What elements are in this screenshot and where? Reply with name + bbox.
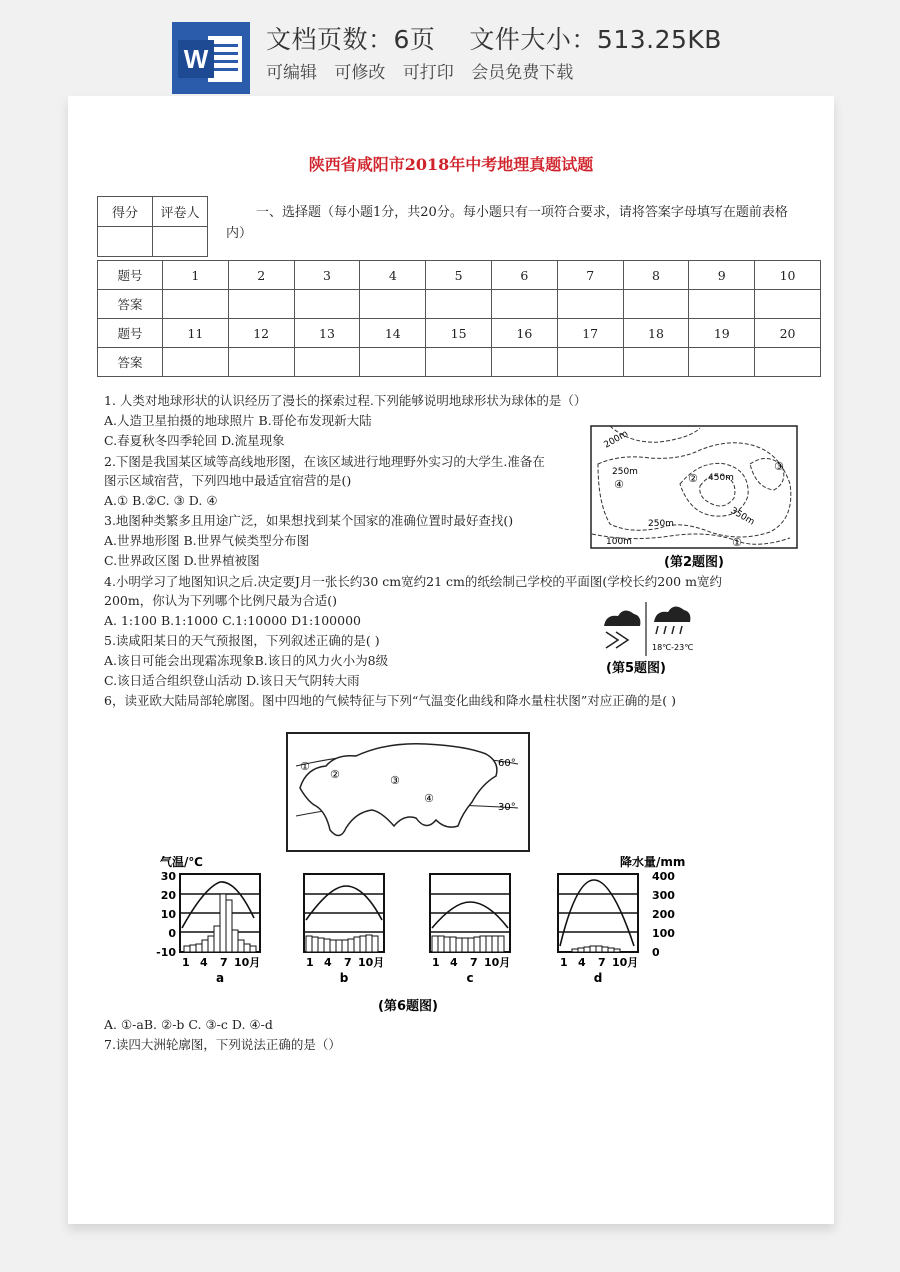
panel-label-b: b xyxy=(339,971,349,985)
question-no-label: 题号 xyxy=(98,319,163,348)
temp-tick: 0 xyxy=(168,927,176,940)
contour-label: 350m xyxy=(728,505,756,528)
question-no: 19 xyxy=(689,319,755,348)
answer-label: 答案 xyxy=(98,348,163,377)
section-heading: 一、选择题（每小题1分，共20分。每小题只有一项符合要求，请将答案字母填写在题前表格内） xyxy=(226,205,788,241)
month-tick: 7 xyxy=(220,956,228,969)
month-tick: 10月 xyxy=(234,956,261,969)
climate-panel-c xyxy=(430,874,510,952)
fig2-caption: (第2题图) xyxy=(664,555,724,570)
contour-map-figure xyxy=(590,424,800,574)
month-tick: 7 xyxy=(470,956,478,969)
answer-cell[interactable] xyxy=(426,348,492,377)
answer-cell[interactable] xyxy=(755,348,821,377)
file-size: 文件大小：513.25KB xyxy=(469,25,722,54)
answer-table-row xyxy=(98,348,821,377)
q1-options-ab: A.人造卫星拍摄的地球照片 B.哥伦布发现新大陆 xyxy=(104,413,372,428)
contour-label: 250m xyxy=(648,519,674,529)
temp-tick: 20 xyxy=(160,889,176,902)
temp-tick: 30 xyxy=(160,870,176,883)
question-no: 17 xyxy=(557,319,623,348)
precip-tick: 400 xyxy=(652,870,675,883)
heavy-rain-icon xyxy=(654,606,690,634)
answer-cell[interactable] xyxy=(294,290,360,319)
precip-tick: 100 xyxy=(652,927,675,940)
question-no: 3 xyxy=(294,261,360,290)
question-no: 11 xyxy=(163,319,229,348)
site-marker-3: ③ xyxy=(774,460,784,473)
q4-options: A. 1:100 B.1:1000 C.1:10000 D1:100000 xyxy=(104,613,361,628)
feature-printable: 可打印 xyxy=(402,63,454,83)
answer-cell[interactable] xyxy=(294,348,360,377)
panel-labels xyxy=(216,971,602,985)
q5-options-ab: A.该日可能会出现霜冻现象B.该日的风力火小为8级 xyxy=(104,653,389,668)
climate-panel-a xyxy=(180,874,260,952)
question-no: 12 xyxy=(228,319,294,348)
month-tick: 1 xyxy=(432,956,440,969)
q1-options-cd: C.春夏秋冬四季轮回 D.流星现象 xyxy=(104,433,285,448)
answer-cell[interactable] xyxy=(491,290,557,319)
doc-title: 陕西省咸阳市2018年中考地理真题试题 xyxy=(308,155,594,174)
contour-label: 100m xyxy=(606,537,632,547)
word-doc-icon xyxy=(172,22,250,94)
month-tick: 4 xyxy=(450,956,458,969)
panel-label-a: a xyxy=(215,971,225,985)
answer-cell[interactable] xyxy=(163,348,229,377)
answer-table-row xyxy=(98,319,821,348)
precip-tick: 0 xyxy=(652,946,660,959)
question-no: 6 xyxy=(491,261,557,290)
question-no: 8 xyxy=(623,261,689,290)
q5-options-cd: C.该日适合组织登山活动 D.该日天气阴转大雨 xyxy=(104,673,360,688)
location-marker-4: ④ xyxy=(424,792,434,805)
contour-label: 200m xyxy=(602,428,630,451)
feature-editable: 可编辑 xyxy=(266,63,317,83)
question-no: 7 xyxy=(557,261,623,290)
download-banner xyxy=(0,0,900,96)
question-7: 7.读四大洲轮廓图，下列说法正确的是（） xyxy=(104,1037,341,1052)
question-1: 1. 人类对地球形状的认识经历了漫长的探索过程.下列能够说明地球形状为球体的是（） xyxy=(104,393,587,408)
precip-tick: 200 xyxy=(652,908,675,921)
contour-label: 450m xyxy=(708,473,734,483)
answer-cell[interactable] xyxy=(163,290,229,319)
fig5-caption: (第5题图) xyxy=(606,661,666,676)
question-no: 20 xyxy=(755,319,821,348)
feature-modifiable: 可修改 xyxy=(334,63,386,83)
question-no: 5 xyxy=(426,261,492,290)
panel-label-c: c xyxy=(466,971,474,985)
temp-tick: -10 xyxy=(156,946,176,959)
fig6-caption: (第6题图) xyxy=(378,999,438,1014)
month-tick: 4 xyxy=(578,956,586,969)
q3-options-ab: A.世界地形图 B.世界气候类型分布图 xyxy=(104,533,310,548)
month-tick: 4 xyxy=(200,956,208,969)
location-marker-2: ② xyxy=(330,768,340,781)
question-no: 18 xyxy=(623,319,689,348)
q2-options: A.① B.②C. ③ D. ④ xyxy=(104,493,218,508)
answer-cell[interactable] xyxy=(360,348,426,377)
answer-label: 答案 xyxy=(98,290,163,319)
climate-panel-d xyxy=(558,874,638,952)
month-tick: 7 xyxy=(344,956,352,969)
banner-features xyxy=(266,58,585,83)
answer-cell[interactable] xyxy=(689,348,755,377)
question-no: 10 xyxy=(755,261,821,290)
month-tick: 1 xyxy=(306,956,314,969)
answer-cell[interactable] xyxy=(557,348,623,377)
question-no: 4 xyxy=(360,261,426,290)
month-tick: 10月 xyxy=(612,956,639,969)
feature-free-download: 会员免费下载 xyxy=(471,63,574,83)
temp-axis-title: 气温/℃ xyxy=(160,856,203,869)
question-no-label: 题号 xyxy=(98,261,163,290)
site-marker-4: ④ xyxy=(614,478,624,491)
cloudy-icon xyxy=(604,610,640,626)
question-no: 16 xyxy=(491,319,557,348)
month-ticks xyxy=(182,956,638,969)
question-4-cont: 200m，你认为下列哪个比例尺最为合适() xyxy=(104,593,337,608)
location-marker-3: ③ xyxy=(390,774,400,787)
temp-ticks xyxy=(156,870,176,959)
question-5: 5.读咸阳某日的天气预报图，下列叙述正确的是( ) xyxy=(104,633,380,648)
temperature-range: 18℃-23℃ xyxy=(652,643,694,652)
question-no: 15 xyxy=(426,319,492,348)
grader-label: 评卷人 xyxy=(153,197,208,227)
month-tick: 7 xyxy=(598,956,606,969)
answer-cell[interactable] xyxy=(755,290,821,319)
question-4: 4.小明学习了地图知识之后.决定要J月一张长约30 cm宽约21 cm的纸绘制己学校的平面图(学校长约200 m宽约 xyxy=(104,574,722,589)
site-marker-1: ① xyxy=(732,536,742,549)
answer-cell[interactable] xyxy=(228,290,294,319)
answer-cell[interactable] xyxy=(228,348,294,377)
month-tick: 4 xyxy=(324,956,332,969)
precip-ticks xyxy=(652,870,675,959)
month-tick: 1 xyxy=(560,956,568,969)
answer-table xyxy=(97,260,821,377)
grader-cell xyxy=(153,227,208,257)
question-2-cont: 图示区域宿营，下列四地中最适宜宿营的是() xyxy=(104,473,352,488)
precip-axis-title: 降水量/mm xyxy=(620,856,686,869)
answer-table-row xyxy=(98,261,821,290)
answer-cell[interactable] xyxy=(623,290,689,319)
answer-cell[interactable] xyxy=(557,290,623,319)
month-tick: 1 xyxy=(182,956,190,969)
latitude-label-30: 30° xyxy=(498,802,516,813)
score-box xyxy=(97,196,208,257)
precip-tick: 300 xyxy=(652,889,675,902)
score-cell xyxy=(98,227,153,257)
climate-panel-b xyxy=(304,874,384,952)
month-tick: 10月 xyxy=(484,956,511,969)
q6-options: A. ①-aB. ②-b C. ③-c D. ④-d xyxy=(104,1017,273,1032)
answer-table-row xyxy=(98,290,821,319)
wind-icon xyxy=(606,632,628,648)
question-2: 2.下图是我国某区域等高线地形图，在该区域进行地理野外实习的大学生.准备在 xyxy=(104,454,545,469)
temp-tick: 10 xyxy=(160,908,176,921)
question-no: 13 xyxy=(294,319,360,348)
score-label: 得分 xyxy=(98,197,153,227)
answer-cell[interactable] xyxy=(689,290,755,319)
question-no: 2 xyxy=(228,261,294,290)
question-no: 9 xyxy=(689,261,755,290)
weather-forecast-figure xyxy=(596,598,696,678)
site-marker-2: ② xyxy=(688,472,698,485)
answer-cell[interactable] xyxy=(623,348,689,377)
panel-label-d: d xyxy=(593,971,603,985)
answer-cell[interactable] xyxy=(360,290,426,319)
month-tick: 10月 xyxy=(358,956,385,969)
page-count: 文档页数：6页 xyxy=(266,25,436,54)
answer-cell[interactable] xyxy=(491,348,557,377)
document-page xyxy=(68,96,834,1224)
banner-title xyxy=(266,20,756,56)
location-marker-1: ① xyxy=(300,760,310,773)
question-6: 6，读亚欧大陆局部轮廓图。图中四地的气候特征与下列“气温变化曲线和降水量柱状图”对应正确的是( ) xyxy=(104,693,676,708)
contour-label: 250m xyxy=(612,467,638,477)
question-no: 14 xyxy=(360,319,426,348)
answer-cell[interactable] xyxy=(426,290,492,319)
q3-options-cd: C.世界政区图 D.世界植被图 xyxy=(104,553,260,568)
question-3: 3.地图种类繁多且用途广泛，如果想找到某个国家的准确位置时最好查找() xyxy=(104,513,514,528)
latitude-label-60: 60° xyxy=(498,758,516,769)
question-no: 1 xyxy=(163,261,229,290)
climate-charts-figure xyxy=(154,856,714,1016)
word-icon-letter: W xyxy=(183,44,209,74)
eurasia-map-figure xyxy=(286,732,530,852)
